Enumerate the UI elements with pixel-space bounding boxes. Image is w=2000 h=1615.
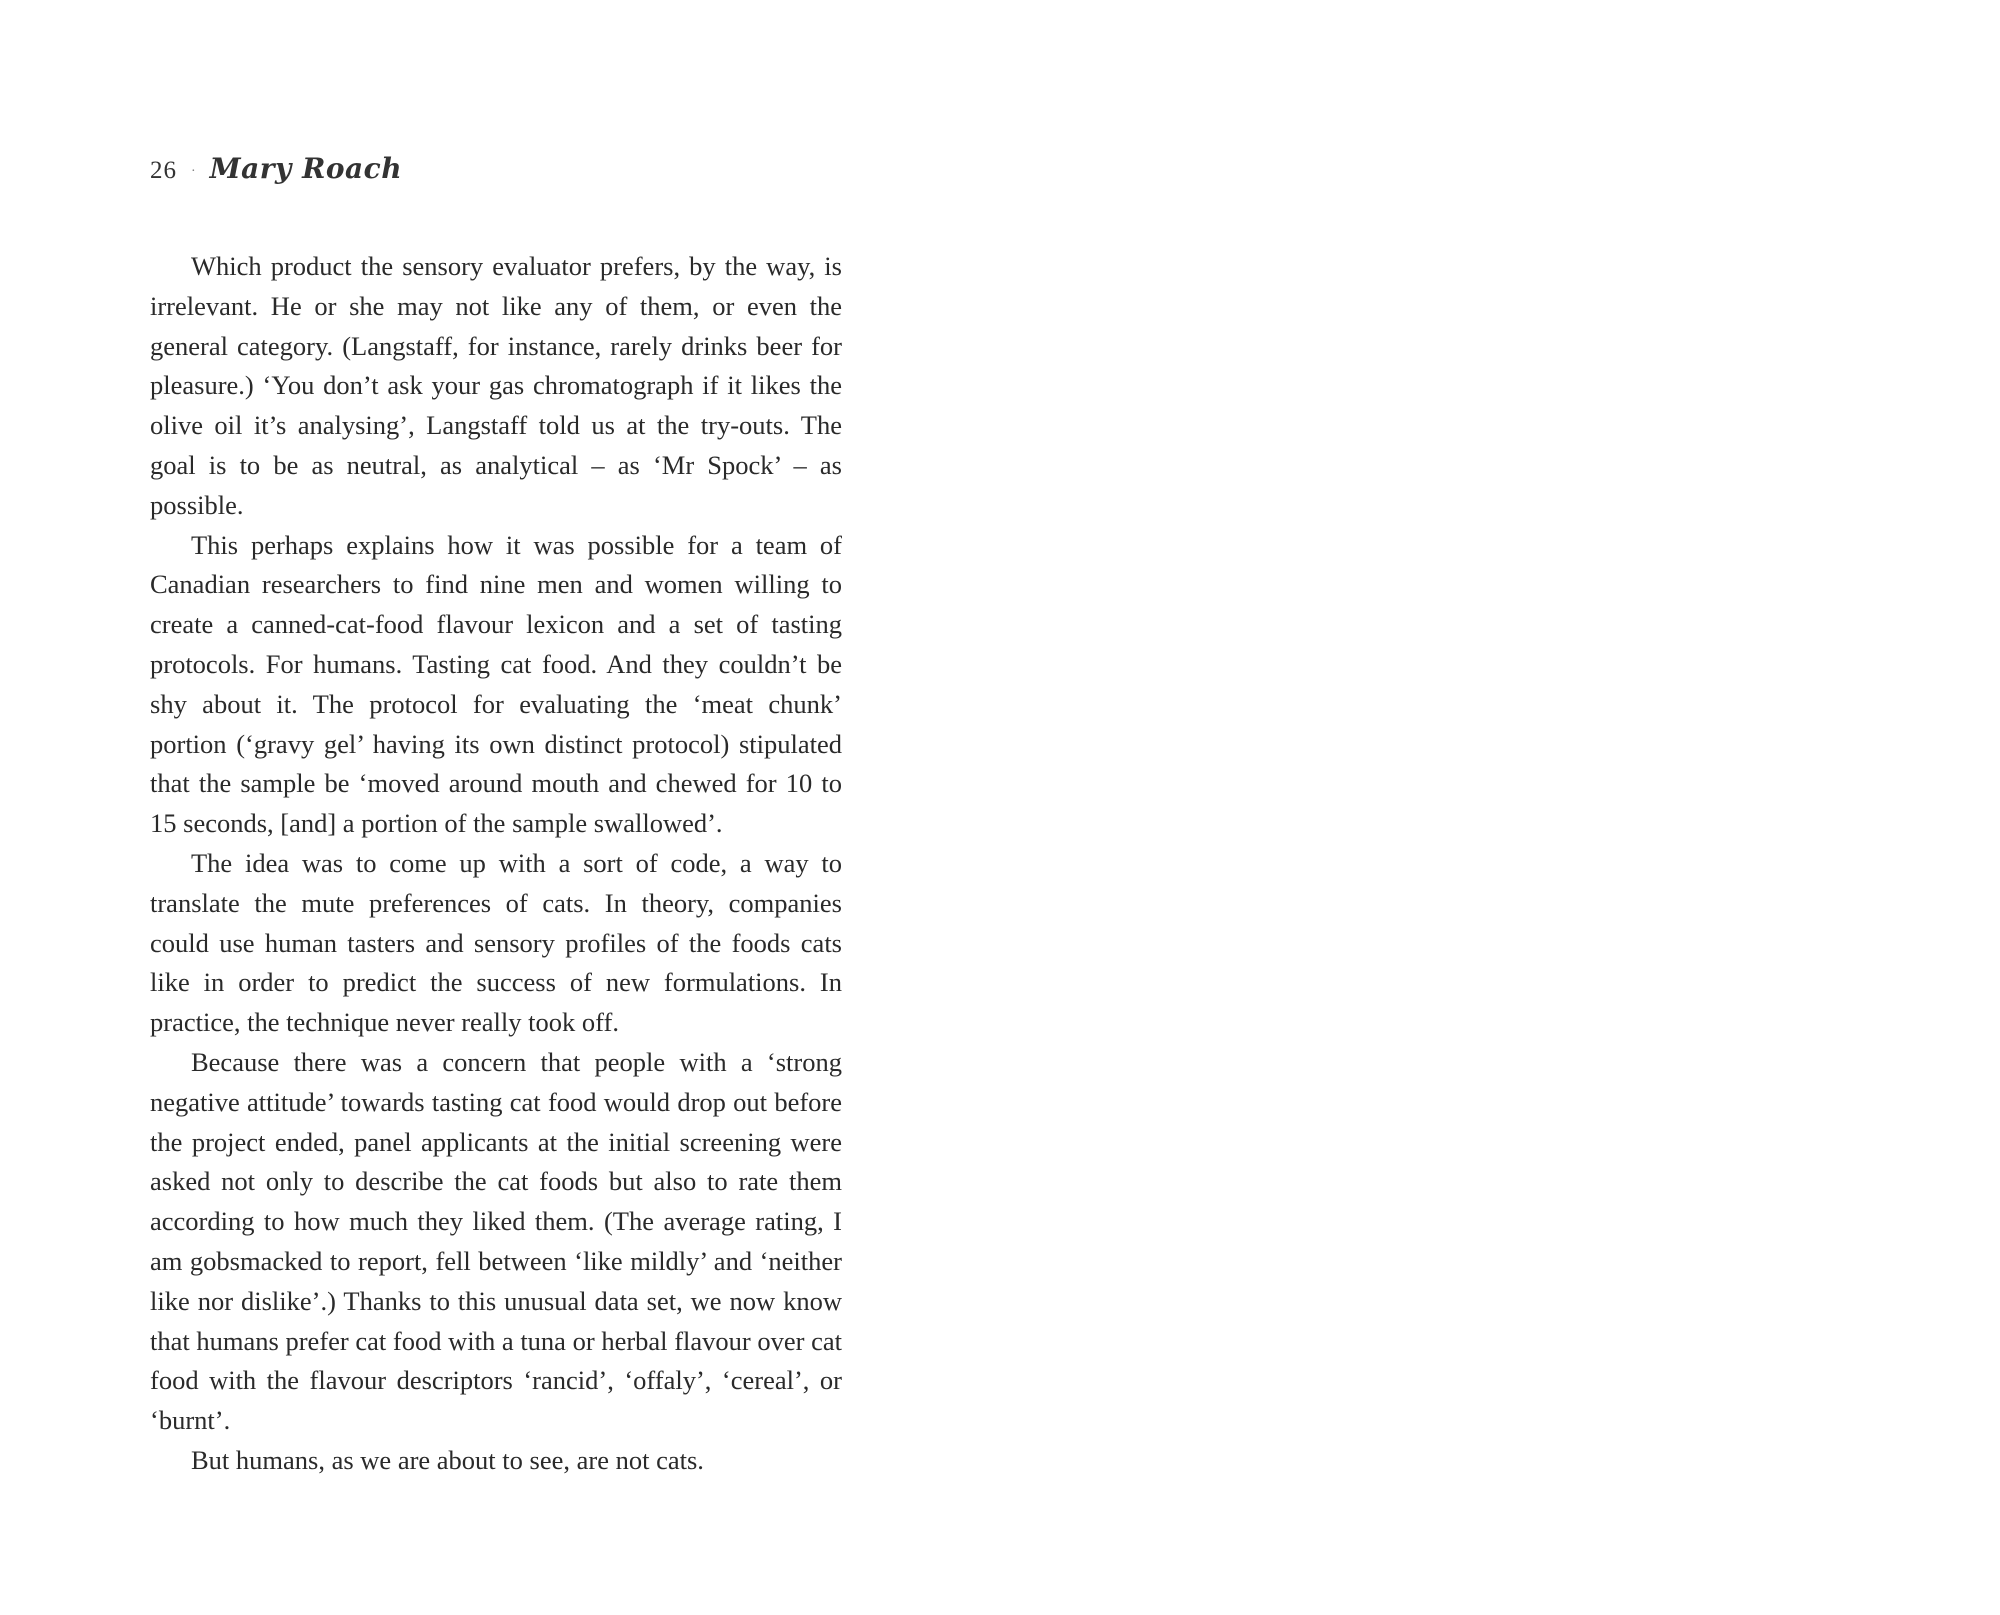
paragraph-5: But humans, as we are about to see, are not cats. — [191, 1444, 704, 1475]
right-page — [1000, 0, 2000, 1615]
paragraph-4: Because there was a concern that people with a ‘strong negative attitude’ towards tasting cat food would drop out before the project ended, panel applicants at the initial screening were asked not only to describe the cat foods but also to rate them according to how much they liked them. (The average rating, I am gobsmacked to report, fell between ‘like mildly’ and ‘neither like nor dislike’.) Thanks to this unusual data set, we now know that humans prefer cat food with a tuna or herbal flavour over cat food with the flavour descriptors ‘rancid’, ‘offaly’, ‘cereal’, or ‘burnt’. — [150, 1046, 842, 1436]
body-text — [150, 247, 842, 1481]
author-name: Mary Roach — [209, 152, 403, 185]
paragraph-1: Which product the sensory evaluator prefers, by the way, is irrelevant. He or she may not like any of them, or even the general category. (Langstaff, for instance, rarely drinks beer for pleasure.) ‘You don’t ask your gas chromatograph if it likes the olive oil it’s analysing’, Langstaff told us at the try-outs. The goal is to be as neutral, as analytical – as ‘Mr Spock’ – as possible. — [150, 251, 842, 520]
page-number: 26 — [150, 157, 177, 184]
header-separator: · — [191, 164, 196, 180]
paragraph-3: The idea was to come up with a sort of code, a way to translate the mute preferences of cats. In theory, companies could use human tasters and sensory profiles of the foods cats like in order to predict the success of new formulations. In practice, the technique never really took off. — [150, 847, 842, 1038]
running-head — [150, 152, 402, 185]
paragraph-2: This perhaps explains how it was possible for a team of Canadian researchers to find nine men and women willing to create a canned-cat-food flavour lexicon and a set of tasting protocols. For humans. Tasting cat food. And they couldn’t be shy about it. The protocol for evaluating the ‘meat chunk’ portion (‘gravy gel’ having its own distinct protocol) stipulated that the sample be ‘moved around mouth and chewed for 10 to 15 seconds, [and] a portion of the sample swallowed’. — [150, 529, 842, 839]
